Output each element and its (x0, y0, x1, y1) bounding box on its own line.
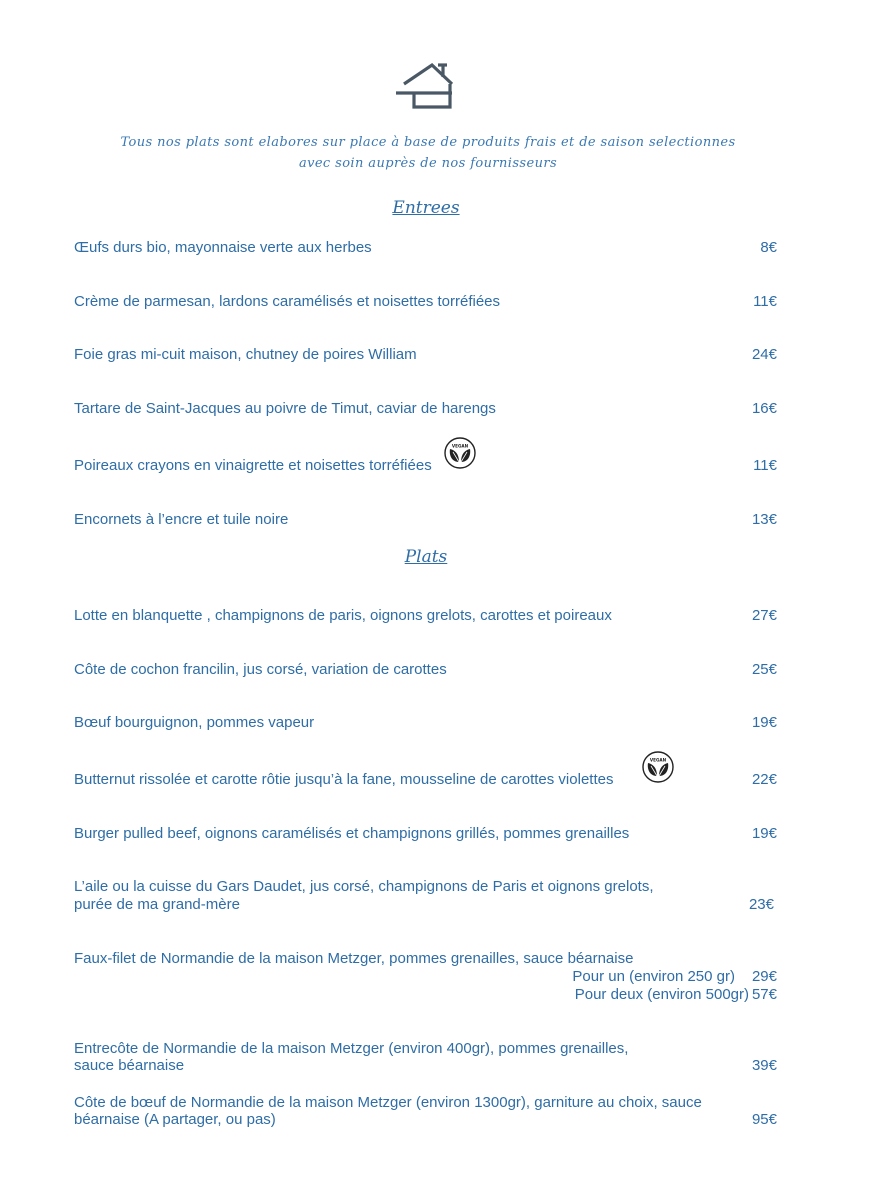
dish-price: 39€ (751, 1057, 777, 1074)
dish-option-label: Pour un (environ 250 gr) (572, 968, 735, 985)
vegan-badge-icon (444, 437, 476, 469)
dish-name: Œufs durs bio, mayonnaise verte aux herbes (74, 239, 372, 256)
dish-price: 27€ (751, 607, 777, 624)
dish-price: 25€ (751, 661, 777, 678)
section-title-entrees: Entrees (392, 198, 460, 218)
dish-price: 11€ (753, 457, 777, 474)
dish-name: Crème de parmesan, lardons caramélisés et noisettes torréfiées (74, 293, 501, 310)
dish-price: 8€ (760, 239, 777, 256)
dish-price: 95€ (751, 1111, 777, 1128)
tagline-line-2: avec soin auprès de nos fournisseurs (298, 156, 558, 171)
dish-name-line-2: purée de ma grand-mère (74, 896, 240, 913)
dish-price: 22€ (751, 771, 777, 788)
dish-name-line-1: Côte de bœuf de Normandie de la maison Metzger (environ 1300gr), garniture au choix, sauce (74, 1094, 702, 1111)
dish-price: 23€ (748, 896, 774, 913)
dish-name: Encornets à l’encre et tuile noire (74, 511, 289, 528)
vegan-badge-icon (642, 751, 674, 783)
dish-price: 13€ (751, 511, 777, 528)
dish-price: 19€ (751, 825, 777, 842)
dish-name: Côte de cochon francilin, jus corsé, variation de carottes (74, 661, 447, 678)
dish-name: Bœuf bourguignon, pommes vapeur (74, 714, 315, 731)
vegan-badge-label: VEGAN (649, 757, 667, 763)
dish-name: Poireaux crayons en vinaigrette et noisettes torréfiées (74, 457, 432, 474)
dish-option-price: 29€ (751, 968, 777, 985)
dish-name-line-1: L’aile ou la cuisse du Gars Daudet, jus corsé, champignons de Paris et oignons grelots, (74, 878, 654, 895)
dish-name-line-2: béarnaise (A partager, ou pas) (74, 1111, 276, 1128)
dish-price: 11€ (753, 293, 777, 310)
dish-name-line-1: Entrecôte de Normandie de la maison Metzger (environ 400gr), pommes grenailles, (74, 1040, 629, 1057)
dish-option-label: Pour deux (environ 500gr) (574, 986, 749, 1003)
section-title-plats: Plats (404, 547, 448, 567)
dish-price: 16€ (751, 400, 777, 417)
dish-name-line-2: sauce béarnaise (74, 1057, 185, 1074)
house-logo-icon (394, 62, 456, 112)
dish-price: 24€ (751, 346, 777, 363)
tagline-line-1: Tous nos plats sont elabores sur place à base de produits frais et de saison selectionnes (120, 135, 736, 150)
dish-name: Faux-filet de Normandie de la maison Metzger, pommes grenailles, sauce béarnaise (74, 950, 634, 967)
dish-name: Lotte en blanquette , champignons de paris, oignons grelots, carottes et poireaux (74, 607, 612, 624)
dish-option-price: 57€ (751, 986, 777, 1003)
dish-name: Foie gras mi-cuit maison, chutney de poires William (74, 346, 417, 363)
dish-name: Tartare de Saint-Jacques au poivre de Timut, caviar de harengs (74, 400, 496, 417)
dish-name: Burger pulled beef, oignons caramélisés et champignons grillés, pommes grenailles (74, 825, 630, 842)
dish-price: 19€ (751, 714, 777, 731)
dish-name: Butternut rissolée et carotte rôtie jusqu’à la fane, mousseline de carottes violettes (74, 771, 614, 788)
vegan-badge-label: VEGAN (451, 443, 469, 449)
